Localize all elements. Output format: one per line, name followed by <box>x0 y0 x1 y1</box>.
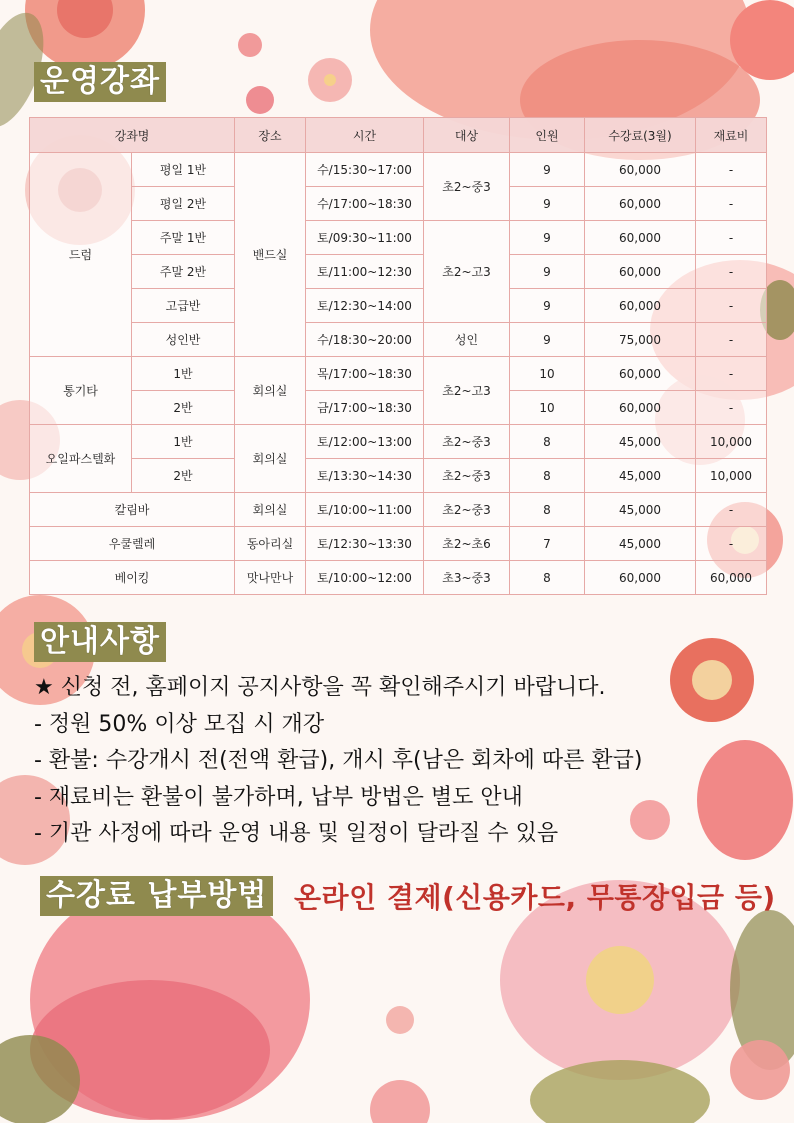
notice-item: - 정원 50% 이상 모집 시 개강 <box>34 711 325 737</box>
table-row <box>30 391 767 425</box>
table-row <box>30 187 767 221</box>
table-row <box>30 493 767 527</box>
section-title-payment: 수강료 납부방법 <box>40 876 273 916</box>
fee-cell: 60,000 <box>585 187 696 221</box>
material-cell: - <box>696 221 767 255</box>
table-row <box>30 323 767 357</box>
time-cell: 토/12:30~14:00 <box>306 289 424 323</box>
table-row <box>30 221 767 255</box>
place-cell: 맛나만나 <box>235 561 306 595</box>
table-row <box>30 561 767 595</box>
people-cell: 10 <box>510 357 585 391</box>
header-material: 재료비 <box>696 118 767 153</box>
people-cell: 10 <box>510 391 585 425</box>
place-cell: 회의실 <box>235 493 306 527</box>
table-header-row <box>30 118 767 153</box>
people-cell: 9 <box>510 255 585 289</box>
target-cell: 초2~중3 <box>424 459 510 493</box>
fee-cell: 60,000 <box>585 357 696 391</box>
fee-cell: 45,000 <box>585 493 696 527</box>
table-row <box>30 357 767 391</box>
time-cell: 토/12:00~13:00 <box>306 425 424 459</box>
time-cell: 토/10:00~11:00 <box>306 493 424 527</box>
target-cell: 초2~중3 <box>424 425 510 459</box>
header-people: 인원 <box>510 118 585 153</box>
material-cell: - <box>696 323 767 357</box>
time-cell: 토/12:30~13:30 <box>306 527 424 561</box>
material-cell: - <box>696 289 767 323</box>
material-cell: - <box>696 391 767 425</box>
target-cell: 초2~중3 <box>424 493 510 527</box>
material-cell: - <box>696 255 767 289</box>
course-name-baking: 베이킹 <box>30 561 235 595</box>
sub-class: 주말 1반 <box>132 221 235 255</box>
place-cell: 회의실 <box>235 357 306 425</box>
time-cell: 토/10:00~12:00 <box>306 561 424 595</box>
target-cell: 초2~고3 <box>424 357 510 425</box>
header-place: 장소 <box>235 118 306 153</box>
course-name-kalimba: 칼림바 <box>30 493 235 527</box>
fee-cell: 45,000 <box>585 459 696 493</box>
time-cell: 수/17:00~18:30 <box>306 187 424 221</box>
header-target: 대상 <box>424 118 510 153</box>
notice-item: ★ 신청 전, 홈페이지 공지사항을 꼭 확인해주시기 바랍니다. <box>34 675 606 700</box>
sub-class: 주말 2반 <box>132 255 235 289</box>
time-cell: 토/11:00~12:30 <box>306 255 424 289</box>
target-cell: 초2~초6 <box>424 527 510 561</box>
material-cell: 60,000 <box>696 561 767 595</box>
sub-class: 2반 <box>132 391 235 425</box>
notice-item: - 환불: 수강개시 전(전액 환급), 개시 후(남은 회차에 따른 환급) <box>34 748 643 773</box>
material-cell: - <box>696 493 767 527</box>
time-cell: 금/17:00~18:30 <box>306 391 424 425</box>
material-cell: - <box>696 153 767 187</box>
notice-item: - 기관 사정에 따라 운영 내용 및 일정이 달라질 수 있음 <box>34 821 559 846</box>
fee-cell: 60,000 <box>585 289 696 323</box>
time-cell: 수/18:30~20:00 <box>306 323 424 357</box>
course-name-drum: 드럼 <box>30 153 132 357</box>
header-course-name: 강좌명 <box>30 118 235 153</box>
fee-cell: 60,000 <box>585 221 696 255</box>
header-fee: 수강료(3월) <box>585 118 696 153</box>
fee-cell: 60,000 <box>585 153 696 187</box>
sub-class: 성인반 <box>132 323 235 357</box>
time-cell: 토/09:30~11:00 <box>306 221 424 255</box>
people-cell: 9 <box>510 289 585 323</box>
sub-class: 평일 2반 <box>132 187 235 221</box>
table-row <box>30 289 767 323</box>
target-cell: 초2~중3 <box>424 153 510 221</box>
material-cell: - <box>696 357 767 391</box>
people-cell: 9 <box>510 221 585 255</box>
sub-class: 1반 <box>132 425 235 459</box>
payment-method-text: 온라인 결제(신용카드, 무통장입금 등) <box>294 881 776 914</box>
target-cell: 초3~중3 <box>424 561 510 595</box>
time-cell: 목/17:00~18:30 <box>306 357 424 391</box>
section-title-courses: 운영강좌 <box>34 62 166 102</box>
notice-list <box>34 670 642 853</box>
people-cell: 8 <box>510 493 585 527</box>
target-cell: 초2~고3 <box>424 221 510 323</box>
material-cell: - <box>696 187 767 221</box>
sub-class: 평일 1반 <box>132 153 235 187</box>
sub-class: 고급반 <box>132 289 235 323</box>
fee-cell: 75,000 <box>585 323 696 357</box>
sub-class: 1반 <box>132 357 235 391</box>
course-name-ukulele: 우쿨렐레 <box>30 527 235 561</box>
place-cell: 회의실 <box>235 425 306 493</box>
people-cell: 8 <box>510 561 585 595</box>
fee-cell: 60,000 <box>585 255 696 289</box>
notice-item: - 재료비는 환불이 불가하며, 납부 방법은 별도 안내 <box>34 784 523 810</box>
people-cell: 9 <box>510 153 585 187</box>
material-cell: 10,000 <box>696 459 767 493</box>
table-row <box>30 255 767 289</box>
material-cell: 10,000 <box>696 425 767 459</box>
sub-class: 2반 <box>132 459 235 493</box>
place-cell: 밴드실 <box>235 153 306 357</box>
table-row <box>30 425 767 459</box>
course-table <box>29 117 767 595</box>
header-time: 시간 <box>306 118 424 153</box>
time-cell: 토/13:30~14:30 <box>306 459 424 493</box>
target-cell: 성인 <box>424 323 510 357</box>
fee-cell: 60,000 <box>585 391 696 425</box>
material-cell: - <box>696 527 767 561</box>
people-cell: 9 <box>510 323 585 357</box>
people-cell: 8 <box>510 459 585 493</box>
people-cell: 9 <box>510 187 585 221</box>
fee-cell: 60,000 <box>585 561 696 595</box>
time-cell: 수/15:30~17:00 <box>306 153 424 187</box>
table-row <box>30 527 767 561</box>
people-cell: 7 <box>510 527 585 561</box>
fee-cell: 45,000 <box>585 527 696 561</box>
course-name-guitar: 통기타 <box>30 357 132 425</box>
section-title-notice: 안내사항 <box>34 622 166 662</box>
people-cell: 8 <box>510 425 585 459</box>
place-cell: 동아리실 <box>235 527 306 561</box>
fee-cell: 45,000 <box>585 425 696 459</box>
course-name-pastel: 오일파스텔화 <box>30 425 132 493</box>
table-row <box>30 153 767 187</box>
table-row <box>30 459 767 493</box>
